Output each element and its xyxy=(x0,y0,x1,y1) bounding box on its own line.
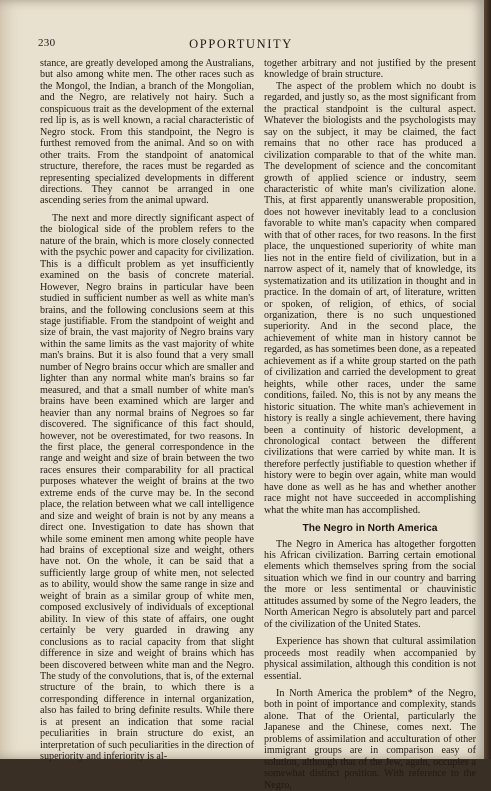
paragraph: stance, are greatly developed among the Australians, but also among white men. The other races such as the Mongol, the Indian, a branch of the Mongolian, and the Negro, are relatively not hairy. Such a conspicuous trait as the development of the external red lip is, as is well known, a racial characteristic of Negro stock. From this standpoint, the Negro is furthest removed from the animal. And so on with other traits. From the standpoint of anatomical structure, therefore, the races must be regarded as representing specialized developments in different directions. They cannot be arranged in one ascending series from the animal upward. xyxy=(40,58,254,207)
page-header xyxy=(38,37,444,53)
paragraph: In North America the problem* of the Negro, both in point of importance and complexity, stands alone. That of the Oriental, particularly the Japanese and the Chinese, comes next. The problems of assimilation and acculturation of other immigrant groups are in comparison easy of solution, although that of the Jew, again, occupies a somewhat distinct position. With reference to the Negro, xyxy=(264,688,476,791)
right-column xyxy=(264,58,476,791)
paragraph: together arbitrary and not justified by the present knowledge of brain structure. xyxy=(264,58,476,81)
left-column xyxy=(40,58,254,763)
paragraph: The Negro in America has altogether forgotten his African civilization. Barring certain emotional elements which themselves spring from the social situation which we find in our country and barring the more or less sentimental or chauvinistic attitudes assumed by some of the Negro leaders, the North American Negro is absolutely part and parcel of the civilization of the United States. xyxy=(264,538,476,630)
paragraph: The aspect of the problem which no doubt is regarded, and justly so, as the most significant from the practical standpoint is the cultural aspect. Whatever the biologists and the psychologists may say on the subject, it may be claimed, the fact remains that no other race has produced a civilization comparable to that of the white man. The development of science and the concomitant growth of applied science or industry, seem characteristic of white man's civilization alone. This, at first apparently unanswerable proposition, does not however inevitably lead to a conclusion favorable to white man's capacity when compared with that of other races, for two reasons. In the first place, the unquestioned superiority of white man lies not in the entire field of civilization, but in a narrow aspect of it, namely that of knowledge, its systematization and its utilization in thought and in practice. In the domain of art, of literature, written or spoken, of religion, of ethics, of social organization, there is no such unquestioned superiority. And in the second place, the achievement of white man in history cannot be regarded, as has sometimes been done, as a repeated achievement as if a white group started on the path of civilization and carried the development to great heights, while other races, under the same conditions, failed. No, this is not by any means the historic situation. The white man's achievement in history is really a single achievement, there having been a continuity of historic development, a chronological contact between the different civilizations that were carried by white man. It is therefore perfectly justifiable to question whether if history were to begin over again, white man would have done as well as he has and whether another race might not have succeeded in accomplishing what the white man has accomplished. xyxy=(264,80,476,516)
journal-title: OPPORTUNITY xyxy=(189,37,293,51)
paragraph: Experience has shown that cultural assimilation proceeds most readily when accompanied by physical assimilation, although this condition is not essential. xyxy=(264,636,476,682)
section-heading: The Negro in North America xyxy=(302,523,438,535)
page-number: 230 xyxy=(38,37,56,49)
paragraph: The next and more directly significant aspect of the biological side of the problem refers to the nature of the brain, which is more closely connected with the psychic power and capacity for civilization. This is a difficult problem as yet insufficiently examined on the basis of concrete material. However, Negro brains in particular have been studied in sufficient number as well as white man's brains, and the following conclusions seem at this stage justifiable. From the standpoint of weight and size of brain, the vast majority of Negro brains vary within the same limits as the vast majority of white man's brains. But it is also found that a very small number of Negro brains occur which are smaller and lighter than any normal white man's brains so far measured, and that a small number of white man's brains have been examined which are larger and heavier than any normal brains of Negroes so far discovered. The significance of this fact should, however, not be overestimated, for two reasons. In the first place, the general correspondence in the range and weight and size of brain between the two races ensures their comparability for all practical purposes whatever the weight of brains at the two extreme ends of the curve may be. In the second place, the relation between what we call intelligence and size and weight of brain is not by any means a direct one. Investigation to date has shown that while some eminent men among white people have had brains of exceptional size and weight, others have not. On the whole, it can be said that a sufficiently large group of white men, not selected as to ability, would show the same range in size and weight of brain as a similar group of white men, composed exclusively of individuals of exceptional ability. In view of this state of affairs, one ought certainly be very guarded in drawing any conclusions as to racial capacity from that slight difference in size and weight of brains which has been discovered between white man and the Negro. The study of the convolutions, that is, of the external structure of the brain, to which there is a corresponding difference in internal organization, also has failed to bring definite results. While there is at present an indication that some racial peculiarities in brain structure do exist, an interpretation of such peculiarities in the direction of superiority and inferiority is al- xyxy=(40,212,254,763)
book-binding-edge xyxy=(484,0,491,759)
